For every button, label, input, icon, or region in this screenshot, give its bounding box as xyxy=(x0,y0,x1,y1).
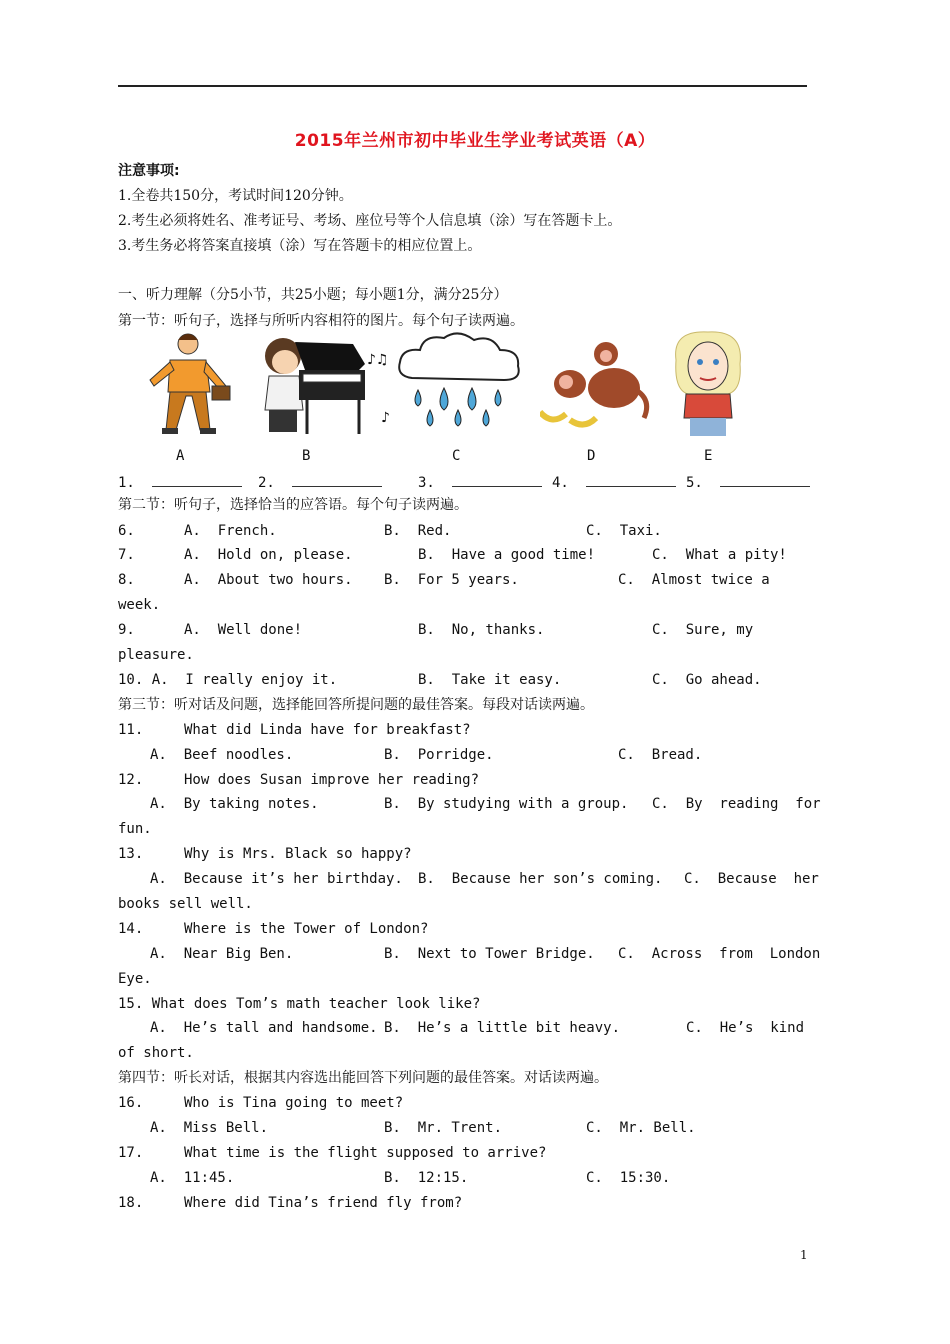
header-rule xyxy=(118,85,807,87)
part1-heading: 一、听力理解（分5小节，共25小题；每小题1分，满分25分） xyxy=(118,287,508,303)
picture-a-singing-man xyxy=(140,330,240,438)
exam-title: 2015年兰州市初中毕业生学业考试英语（A） xyxy=(294,131,656,151)
q10-option-c: C. Go ahead. xyxy=(652,672,762,688)
notice-item-2: 2.考生必须将姓名、准考证号、考场、座位号等个人信息填（涂）写在答题卡上。 xyxy=(118,213,622,229)
section2-heading: 第二节：听句子，选择恰当的应答语。每个句子读两遍。 xyxy=(118,497,468,513)
picture-label-a: A xyxy=(176,448,185,464)
picture-label-e: E xyxy=(704,448,713,464)
q12-option-c-wrap: fun. xyxy=(118,821,152,837)
blank-3[interactable]: 3. xyxy=(418,472,542,492)
q8-option-a: A. About two hours. xyxy=(184,572,353,588)
q9-option-b: B. No, thanks. xyxy=(418,622,545,638)
q13-number: 13. xyxy=(118,846,144,862)
svg-text:♪: ♪ xyxy=(381,410,390,426)
page-number: 1 xyxy=(800,1248,808,1262)
q10-option-a: 10. A. I really enjoy it. xyxy=(118,672,338,688)
section3-heading: 第三节：听对话及问题，选择能回答所提问题的最佳答案。每段对话读两遍。 xyxy=(118,697,594,713)
q17-option-b: B. 12:15. xyxy=(384,1170,469,1186)
blank-2[interactable]: 2. xyxy=(258,472,382,492)
q13-option-c-wrap: books sell well. xyxy=(118,896,253,912)
q15-option-b: B. He’s a little bit heavy. xyxy=(384,1020,621,1036)
q9-option-a: A. Well done! xyxy=(184,622,303,638)
notice-heading: 注意事项: xyxy=(118,163,180,179)
q16-option-a: A. Miss Bell. xyxy=(150,1120,269,1136)
picture-label-c: C xyxy=(452,448,461,464)
q12-option-c: C. By reading for xyxy=(652,796,821,812)
q11-option-a: A. Beef noodles. xyxy=(150,747,294,763)
q14-option-c-wrap: Eye. xyxy=(118,971,152,987)
q14-number: 14. xyxy=(118,921,144,937)
q18-number: 18. xyxy=(118,1195,144,1211)
q8-option-b: B. For 5 years. xyxy=(384,572,519,588)
q8-number: 8. xyxy=(118,572,135,588)
q15-option-c-wrap: of short. xyxy=(118,1045,194,1061)
q7-option-c: C. What a pity! xyxy=(652,547,787,563)
q7-option-b: B. Have a good time! xyxy=(418,547,596,563)
blank-4[interactable]: 4. xyxy=(552,472,676,492)
notice-item-3: 3.考生务必将答案直接填（涂）写在答题卡的相应位置上。 xyxy=(118,238,482,254)
blank-5[interactable]: 5. xyxy=(686,472,810,492)
q6-number: 6. xyxy=(118,523,135,539)
section1-heading: 第一节：听句子，选择与所听内容相符的图片。每个句子读两遍。 xyxy=(118,313,524,329)
q13-option-b: B. Because her son’s coming. xyxy=(418,871,663,887)
q12-number: 12. xyxy=(118,772,144,788)
picture-e-girl xyxy=(668,330,753,438)
q15-stem: 15. What does Tom’s math teacher look like? xyxy=(118,996,481,1012)
q13-stem: Why is Mrs. Black so happy? xyxy=(184,846,412,862)
picture-label-b: B xyxy=(302,448,311,464)
notice-item-1: 1.全卷共150分，考试时间120分钟。 xyxy=(118,188,353,204)
q9-number: 9. xyxy=(118,622,135,638)
q17-stem: What time is the flight supposed to arrive? xyxy=(184,1145,547,1161)
q17-number: 17. xyxy=(118,1145,144,1161)
q16-number: 16. xyxy=(118,1095,144,1111)
q15-option-c: C. He’s kind xyxy=(686,1020,805,1036)
q11-number: 11. xyxy=(118,722,144,738)
blank-1[interactable]: 1. xyxy=(118,472,242,492)
picture-label-d: D xyxy=(587,448,596,464)
q16-stem: Who is Tina going to meet? xyxy=(184,1095,404,1111)
q10-option-b: B. Take it easy. xyxy=(418,672,562,688)
q7-option-a: A. Hold on, please. xyxy=(184,547,353,563)
picture-c-rain-cloud xyxy=(392,330,527,430)
q8-option-c: C. Almost twice a xyxy=(618,572,770,588)
q14-option-b: B. Next to Tower Bridge. xyxy=(384,946,595,962)
q15-option-a: A. He’s tall and handsome. xyxy=(150,1020,378,1036)
q16-option-c: C. Mr. Bell. xyxy=(586,1120,696,1136)
q6-option-a: A. French. xyxy=(184,523,277,539)
q9-option-c-wrap: pleasure. xyxy=(118,647,194,663)
q6-option-b: B. Red. xyxy=(384,523,452,539)
q6-option-c: C. Taxi. xyxy=(586,523,662,539)
q13-option-a: A. Because it’s her birthday. xyxy=(150,871,403,887)
q17-option-a: A. 11:45. xyxy=(150,1170,235,1186)
q11-option-c: C. Bread. xyxy=(618,747,703,763)
q7-number: 7. xyxy=(118,547,135,563)
svg-text:♪♫: ♪♫ xyxy=(367,352,389,368)
q14-stem: Where is the Tower of London? xyxy=(184,921,429,937)
picture-d-monkeys xyxy=(540,330,655,435)
q11-option-b: B. Porridge. xyxy=(384,747,494,763)
picture-b-piano-player xyxy=(255,330,395,438)
q14-option-a: A. Near Big Ben. xyxy=(150,946,294,962)
q17-option-c: C. 15:30. xyxy=(586,1170,671,1186)
q13-option-c: C. Because her xyxy=(684,871,819,887)
q11-stem: What did Linda have for breakfast? xyxy=(184,722,471,738)
q8-option-c-wrap: week. xyxy=(118,597,161,613)
q12-option-b: B. By studying with a group. xyxy=(384,796,629,812)
q12-stem: How does Susan improve her reading? xyxy=(184,772,480,788)
q16-option-b: B. Mr. Trent. xyxy=(384,1120,503,1136)
q9-option-c: C. Sure, my xyxy=(652,622,754,638)
q14-option-c: C. Across from London xyxy=(618,946,821,962)
q12-option-a: A. By taking notes. xyxy=(150,796,319,812)
q18-stem: Where did Tina’s friend fly from? xyxy=(184,1195,463,1211)
section4-heading: 第四节：听长对话，根据其内容选出能回答下列问题的最佳答案。对话读两遍。 xyxy=(118,1070,608,1086)
